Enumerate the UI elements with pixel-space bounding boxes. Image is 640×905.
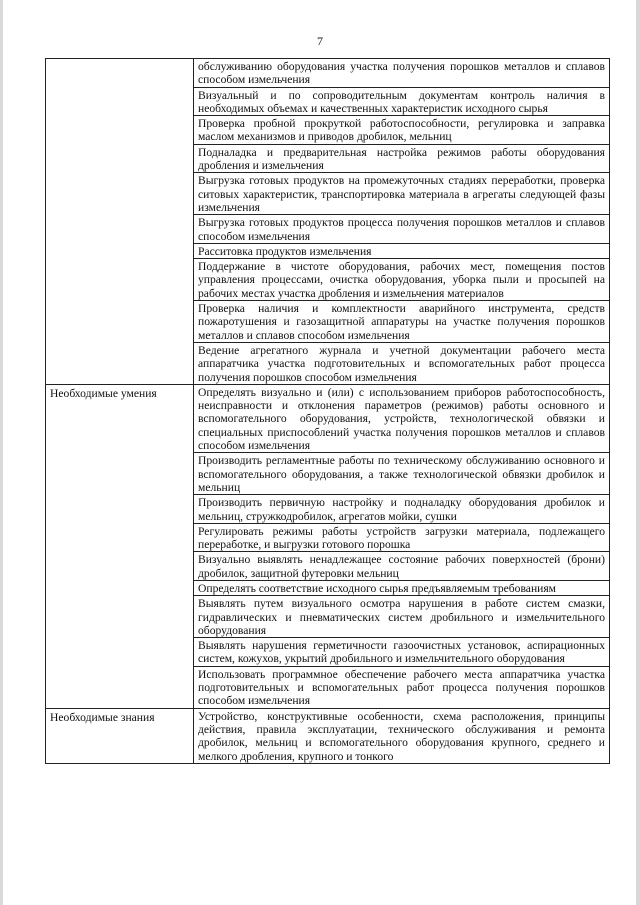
requirement-cell: Определять визуально и (или) с использованием приборов работоспособность, неисправности и отклонения параметров (режимов) работы основного и вспомогательного оборудования, устройств, технологической обвязки и специальных приспособлений участка получения порошков металлов и сплавов способом измельчения [194, 384, 610, 452]
section-label [46, 59, 194, 385]
requirement-cell: обслуживанию оборудования участка получения порошков металлов и сплавов способом измельчения [194, 59, 610, 88]
page-number: 7 [317, 34, 323, 48]
requirement-cell: Проверка пробной прокруткой работоспособности, регулировка и заправка маслом механизмов и приводов дробилок, мельниц [194, 116, 610, 145]
requirement-cell: Визуально выявлять ненадлежащее состояние рабочих поверхностей (брони) дробилок, защитной футеровки мельниц [194, 552, 610, 581]
requirement-cell: Выявлять нарушения герметичности газоочистных установок, аспирационных систем, кожухов, укрытий дробильного и измельчительного оборудования [194, 638, 610, 667]
requirement-cell: Подналадка и предварительная настройка режимов работы оборудования дробления и измельчения [194, 144, 610, 173]
requirement-cell: Выгрузка готовых продуктов на промежуточных стадиях переработки, проверка ситовых характеристик, транспортировка материала в агрегаты следующей фазы измельчения [194, 173, 610, 215]
table-row [46, 59, 610, 88]
requirement-cell: Расситовка продуктов измельчения [194, 243, 610, 258]
requirement-cell: Выявлять путем визуального осмотра нарушения в работе систем смазки, гидравлических и пневматических систем дробильного и измельчительного оборудования [194, 596, 610, 638]
requirement-cell: Ведение агрегатного журнала и учетной документации рабочего места аппаратчика участка подготовительных и вспомогательных работ процесса получения порошков способом измельчения [194, 342, 610, 384]
requirement-cell: Проверка наличия и комплектности аварийного инструмента, средств пожаротушения и газозащитной аппаратуры на участке получения порошков металлов и сплавов способом измельчения [194, 301, 610, 343]
requirement-cell: Поддержание в чистоте оборудования, рабочих мест, помещения постов управления процессами, очистка оборудования, уборка пыли и просыпей на рабочих местах участка дробления и измельчения материалов [194, 259, 610, 301]
requirement-cell: Определять соответствие исходного сырья предъявляемым требованиям [194, 580, 610, 595]
section-label: Необходимые умения [46, 384, 194, 708]
requirement-cell: Производить регламентные работы по техническому обслуживанию основного и вспомогательного оборудования, а также технологической обвязки дробилок и мельниц [194, 453, 610, 495]
requirement-cell: Использовать программное обеспечение рабочего места аппаратчика участка подготовительных и вспомогательных работ процесса получения порошков способом измельчения [194, 666, 610, 708]
competency-table [45, 58, 610, 764]
table-row [46, 384, 610, 452]
requirement-cell: Визуальный и по сопроводительным документам контроль наличия в необходимых объемах и качественных характеристик исходного сырья [194, 87, 610, 116]
scan-left-edge [0, 0, 3, 905]
requirement-cell: Производить первичную настройку и подналадку оборудования дробилок и мельниц, стружкодробилок, агрегатов мойки, сушки [194, 495, 610, 524]
requirement-cell: Регулировать режимы работы устройств загрузки материала, подлежащего переработке, и выгрузки готового порошка [194, 523, 610, 552]
requirement-cell: Устройство, конструктивные особенности, схема расположения, принципы действия, правила эксплуатации, технического обслуживания и ремонта дробилок, мельниц и вспомогательного оборудования крупного, среднего и мелкого дробления, крупного и тонкого [194, 708, 610, 763]
requirement-cell: Выгрузка готовых продуктов процесса получения порошков металлов и сплавов способом измельчения [194, 215, 610, 244]
table-body [46, 59, 610, 764]
table-row [46, 708, 610, 763]
scan-right-edge [636, 0, 640, 905]
section-label: Необходимые знания [46, 708, 194, 763]
